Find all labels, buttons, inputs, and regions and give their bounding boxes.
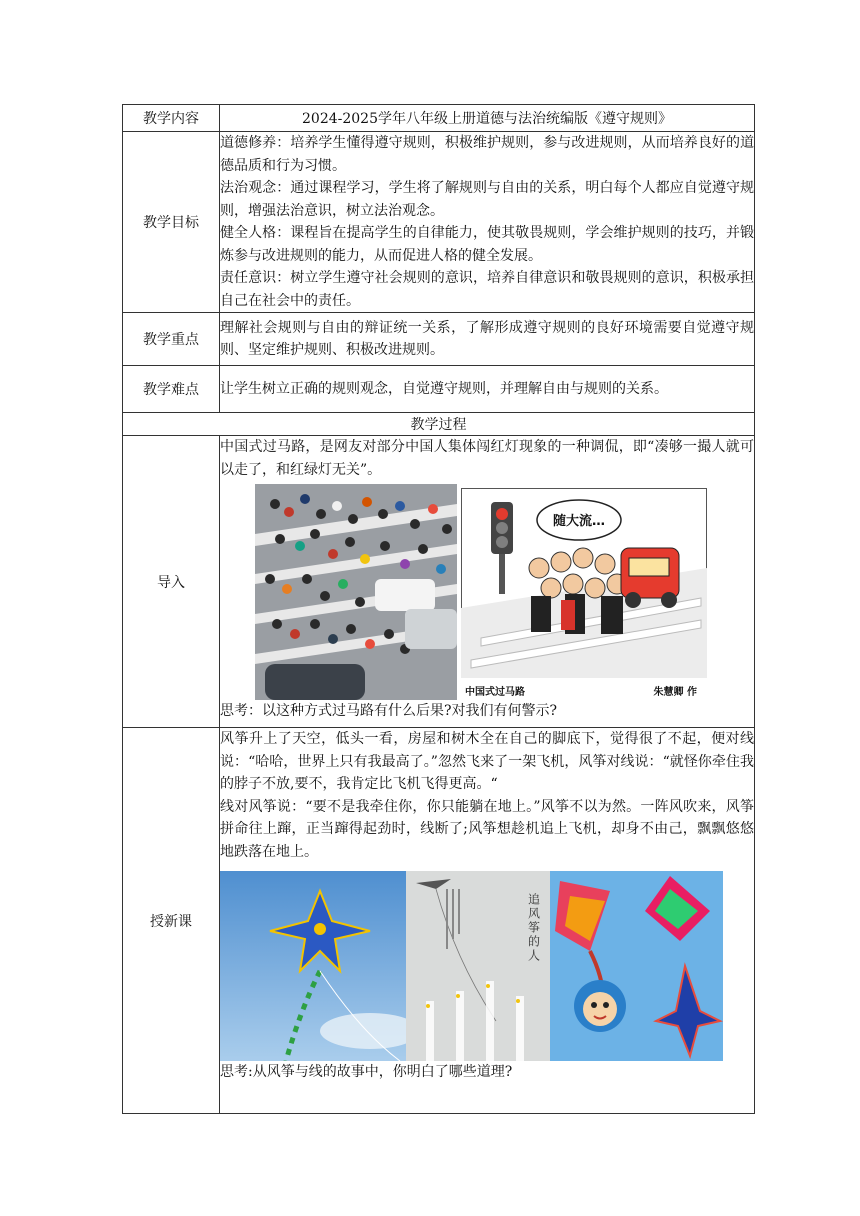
label-key-points: 教学重点 [123,313,220,366]
label-goals: 教学目标 [123,132,220,313]
goal-personality: 健全人格：课程旨在提高学生的自律能力，使其敬畏规则，学会维护规则的技巧，并锻炼参与改进规则的能力，从而促进人格的健全发展。 [220,225,754,264]
cartoon-image [461,488,707,700]
goal-moral: 道德修养：培养学生懂得遵守规则，积极维护规则，参与改进规则，从而培养良好的道德品质和行为习惯。 [220,135,754,174]
goal-law: 法治观念：通过课程学习，学生将了解规则与自由的关系，明白每个人都应自觉遵守规则，增强法治意识，树立法治观念。 [220,180,754,219]
cartoon-caption-left: 中国式过马路 [465,687,525,698]
lesson-plan-table [122,104,755,1114]
row-key-points [123,313,755,366]
crowd-photo [255,484,457,700]
key-points-text: 理解社会规则与自由的辩证统一关系，了解形成遵守规则的良好环境需要自觉遵守规则、坚定维护规则、积极改进规则。 [220,313,755,366]
label-new-lesson: 授新课 [123,728,220,1114]
lesson-title: 2024-2025学年八年级上册道德与法治统编版《遵守规则》 [220,105,755,132]
new-lesson-content [220,728,755,1114]
cartoon-bubble-text: 随大流… [552,514,606,529]
row-process-header [123,413,755,436]
cartoon-captions [461,678,707,700]
row-difficulties [123,366,755,413]
kite-story-part1: 风筝升上了天空，低头一看，房屋和树木全在自己的脚底下，觉得很了不起，便对线说：“哈哈，世界上只有我最高了。”忽然飞来了一架飞机，风筝对线说：“就怪你牵住我的脖子不放,要不，我肯定比飞机飞得更高。“ [220,731,754,792]
intro-content [220,436,755,728]
kite-story-part2: 线对风筝说：“要不是我牵住你，你只能躺在地上。”风筝不以为然。一阵风吹来，风筝拼命往上蹿，正当蹿得起劲时，线断了;风筝想趁机追上飞机，却身不由己，飘飘悠悠地跌落在地上。 [220,798,754,860]
goal-responsibility: 责任意识：树立学生遵守社会规则的意识，培养自律意识和敬畏规则的意识，积极承担自己在社会中的责任。 [220,270,754,309]
row-content [123,105,755,132]
process-header: 教学过程 [123,413,755,436]
goals-content [220,132,755,313]
row-intro [123,436,755,728]
book-title: 追风筝的人 [526,893,541,963]
cartoon-caption-right: 朱慧卿 作 [653,687,697,698]
row-new-lesson [123,728,755,1114]
label-difficulties: 教学难点 [123,366,220,413]
difficulties-text: 让学生树立正确的规则观念，自觉遵守规则，并理解自由与规则的关系。 [220,366,755,413]
book-cover [406,871,550,1061]
intro-text: 中国式过马路，是网友对部分中国人集体闯红灯现象的一种调侃，即“凑够一撮人就可以走了，和红绿灯无关”。 [220,439,754,478]
kite-photo-colorful [550,871,723,1061]
intro-images [220,484,754,700]
label-intro: 导入 [123,436,220,728]
row-goals [123,132,755,313]
new-lesson-question: 思考:从风筝与线的故事中，你明白了哪些道理? [220,1064,513,1080]
label-content: 教学内容 [123,105,220,132]
kite-photo-sky [220,871,406,1061]
kite-images [220,871,754,1061]
intro-question: 思考：以这种方式过马路有什么后果?对我们有何警示? [220,703,558,719]
